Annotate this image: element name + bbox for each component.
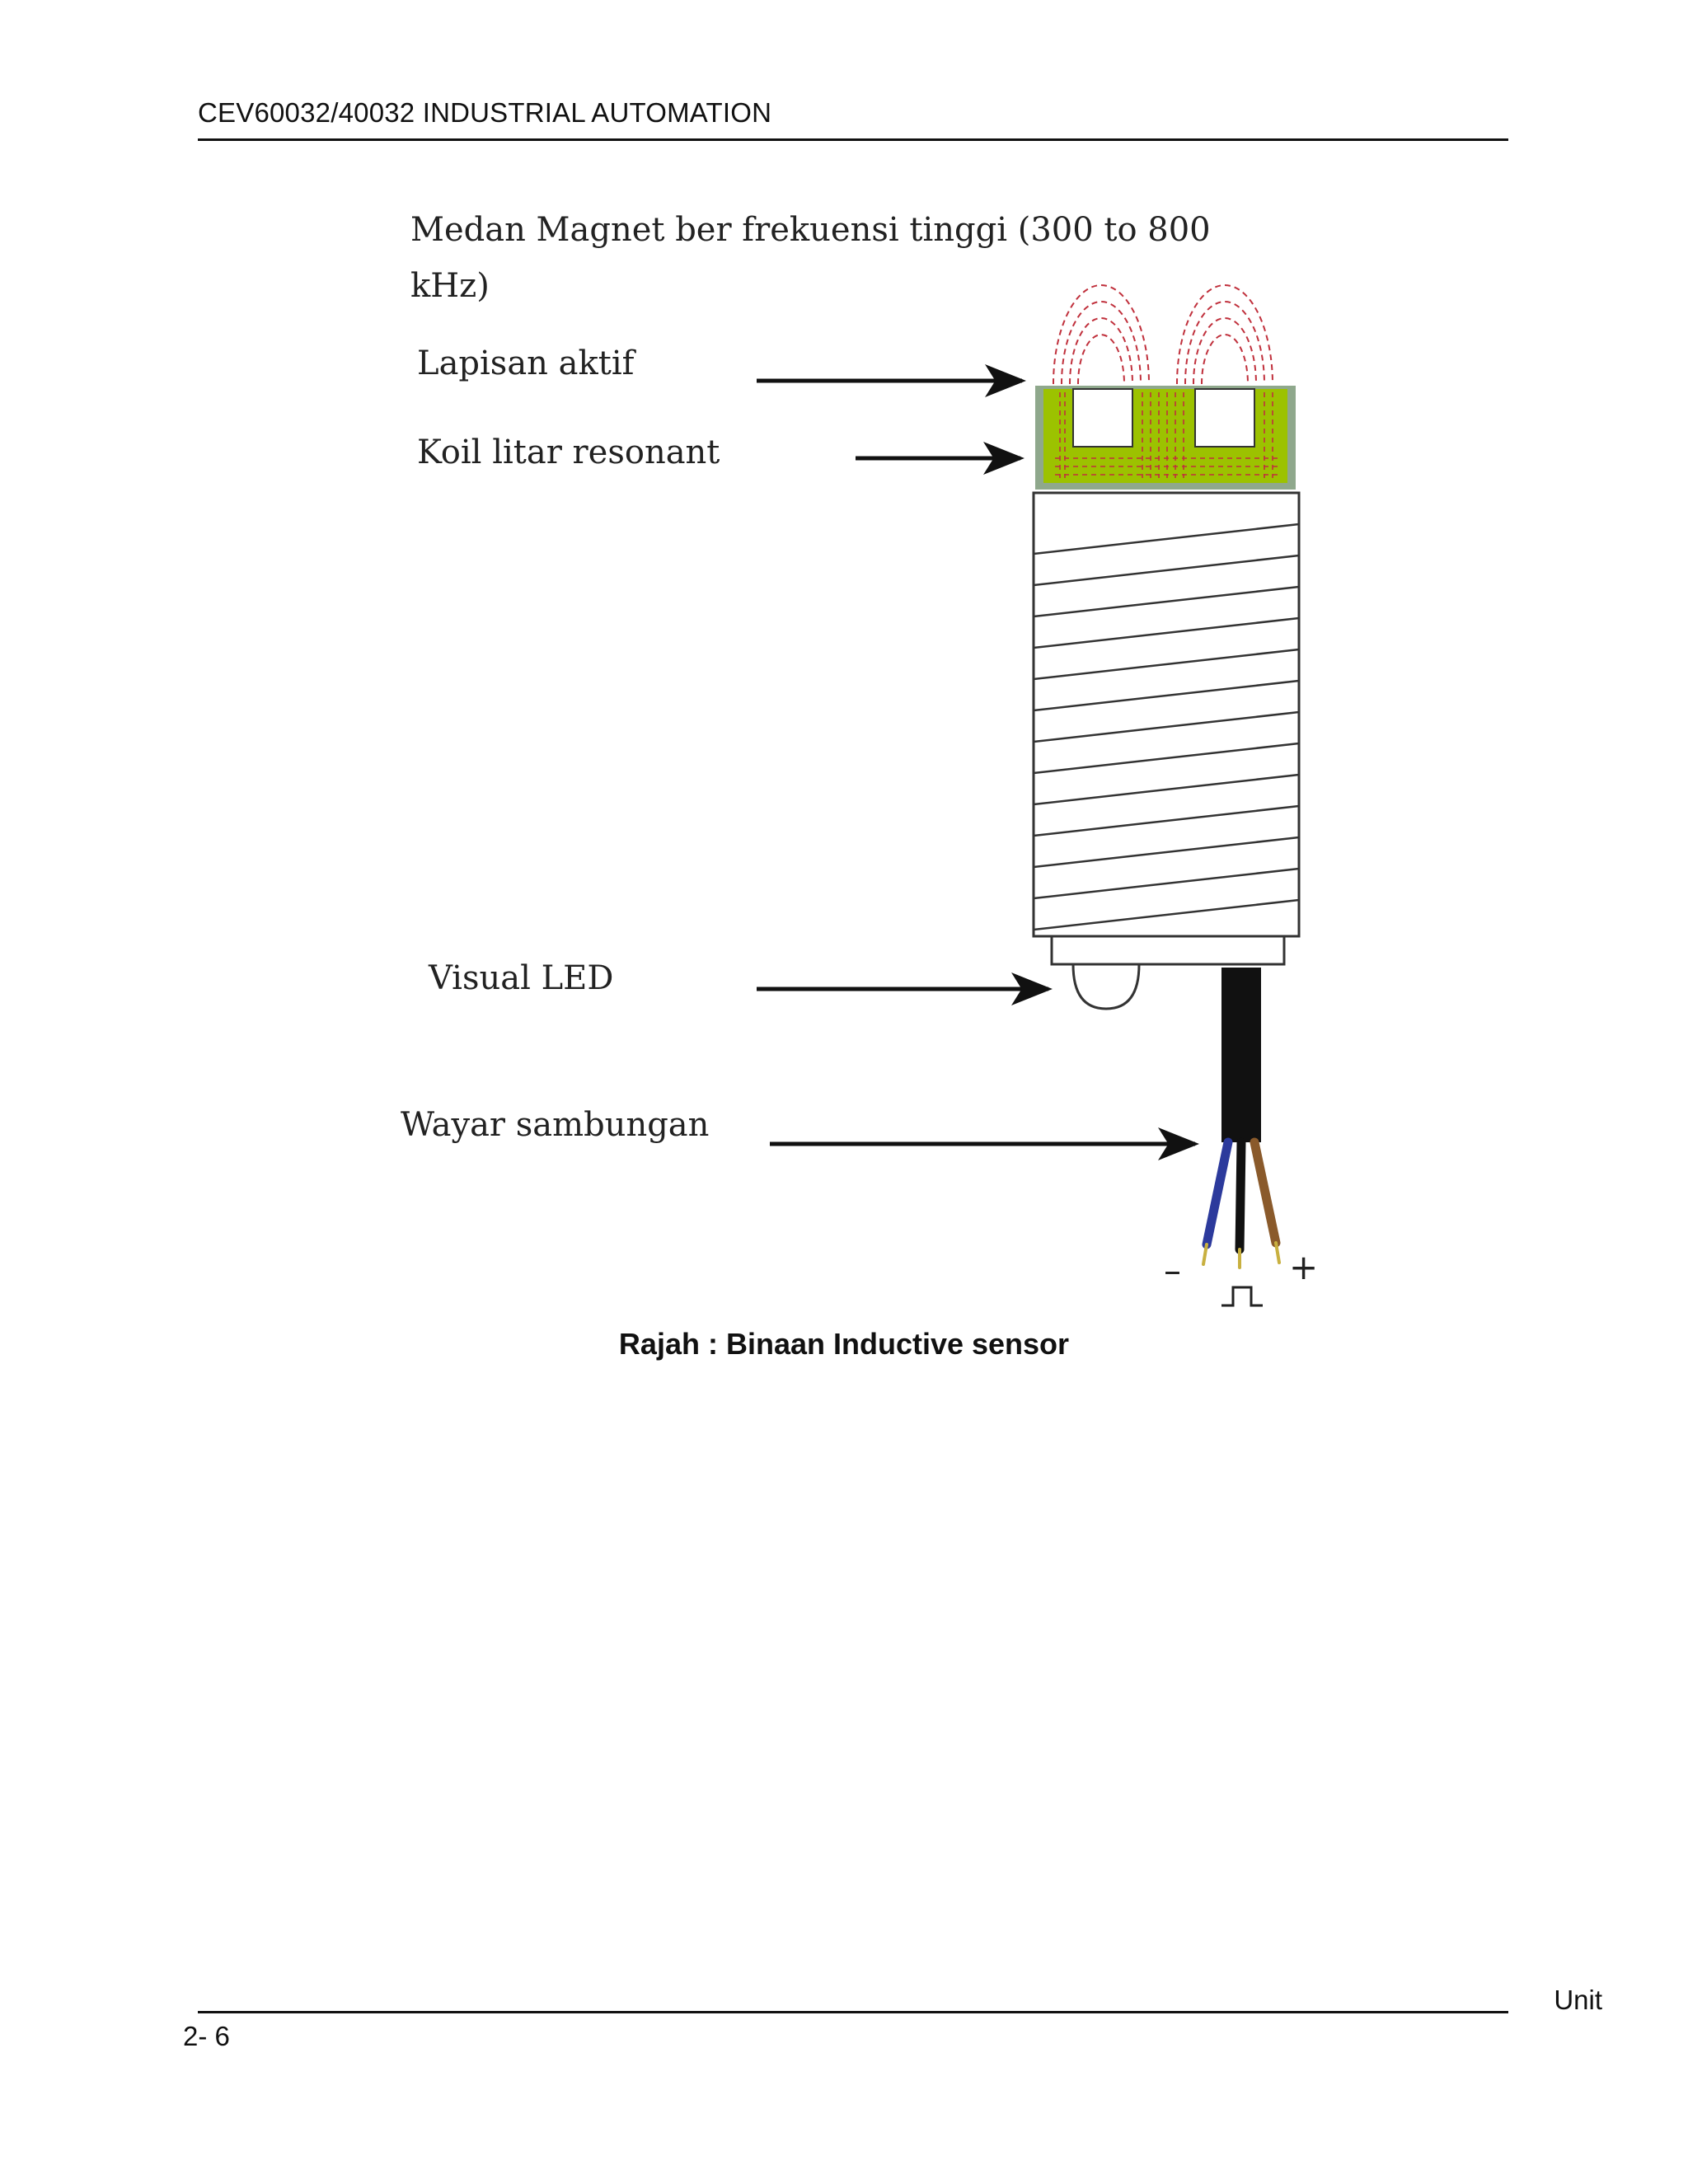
wire-black — [1240, 1142, 1241, 1249]
sensor-base-ring — [1052, 936, 1284, 964]
negative-terminal-symbol: – — [1164, 1250, 1181, 1291]
wire-brown — [1254, 1142, 1276, 1243]
visual-led-label: Visual LED — [429, 959, 614, 997]
connection-wire-label: Wayar sambungan — [401, 1106, 710, 1144]
page-number: 2- 6 — [183, 2021, 230, 2051]
field-label-line2: kHz) — [410, 267, 490, 305]
magnetic-field-lines — [1053, 285, 1273, 384]
sensor-head — [1035, 386, 1296, 490]
active-layer-label: Lapisan aktif — [417, 344, 635, 382]
connection-wires — [1203, 1142, 1279, 1268]
core-slot-left — [1073, 389, 1132, 447]
inductive-sensor-diagram — [363, 198, 1352, 1327]
core-slot-right — [1195, 389, 1254, 447]
header-rule — [198, 138, 1508, 141]
connection-cable — [1221, 968, 1261, 1142]
header-title: CEV60032/40032 INDUSTRIAL AUTOMATION — [198, 97, 772, 128]
visual-led — [1073, 964, 1139, 1009]
field-label-line1: Medan Magnet ber frekuensi tinggi (300 to 800 — [410, 211, 1211, 249]
figure-caption: Rajah : Binaan Inductive sensor — [618, 1327, 1070, 1361]
wire-blue — [1207, 1142, 1228, 1244]
sensor-body — [1034, 493, 1299, 936]
pulse-output-icon — [1221, 1287, 1263, 1305]
footer-rule — [198, 2011, 1508, 2013]
footer-unit: Unit — [1554, 1985, 1602, 2015]
resonant-coil-label: Koil litar resonant — [417, 434, 720, 471]
positive-terminal-symbol: + — [1289, 1247, 1319, 1287]
